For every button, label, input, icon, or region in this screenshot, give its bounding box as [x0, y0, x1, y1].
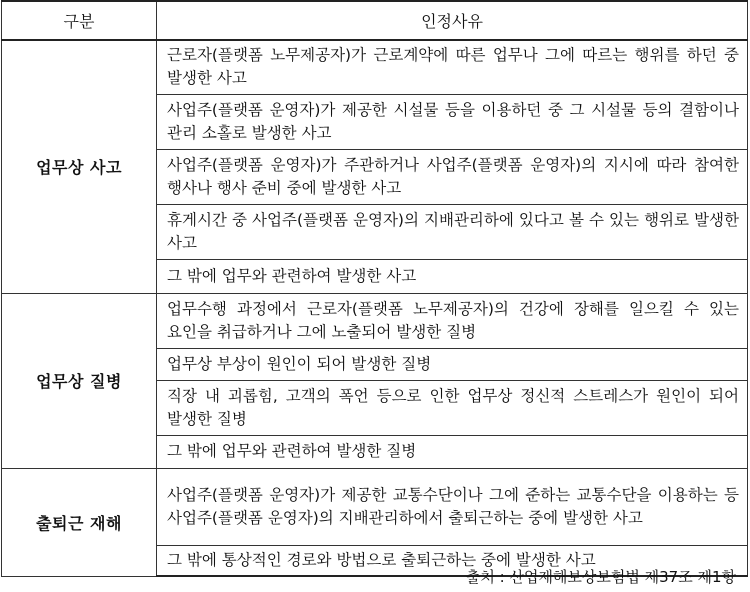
recognition-criteria-table: [1, 0, 748, 577]
reason-cell: 그 밖에 업무와 관련하여 발생한 사고: [157, 259, 748, 293]
reason-cell: 그 밖에 통상적인 경로와 방법으로 출퇴근하는 중에 발생한 사고: [157, 545, 748, 576]
reason-cell: 업무수행 과정에서 근로자(플랫폼 노무제공자)의 건강에 장해를 일으킬 수 있는 요인을 취급하거나 그에 노출되어 발생한 질병: [157, 293, 748, 348]
reason-cell: 업무상 부상이 원인이 되어 발생한 질병: [157, 348, 748, 380]
reason-cell: 근로자(플랫폼 노무제공자)가 근로계약에 따른 업무나 그에 따르는 행위를 하던 중 발생한 사고: [157, 40, 748, 94]
table-row: [2, 293, 748, 348]
table-row: [2, 40, 748, 94]
reason-cell: 휴게시간 중 사업주(플랫폼 운영자)의 지배관리하에 있다고 볼 수 있는 행위로 발생한 사고: [157, 204, 748, 259]
header-category: 구분: [2, 1, 157, 40]
reason-cell: 사업주(플랫폼 운영자)가 주관하거나 사업주(플랫폼 운영자)의 지시에 따라 참여한 행사나 행사 준비 중에 발생한 사고: [157, 149, 748, 204]
reason-cell: 사업주(플랫폼 운영자)가 제공한 시설물 등을 이용하던 중 그 시설물 등의 결함이나 관리 소홀로 발생한 사고: [157, 94, 748, 149]
table-header-row: [2, 1, 748, 40]
table-row: [2, 468, 748, 545]
category-occupational-accident: 업무상 사고: [2, 40, 157, 293]
reason-cell: 직장 내 괴롭힘, 고객의 폭언 등으로 인한 업무상 정신적 스트레스가 원인이 되어 발생한 질병: [157, 380, 748, 435]
reason-cell: 그 밖에 업무와 관련하여 발생한 질병: [157, 435, 748, 468]
category-occupational-disease: 업무상 질병: [2, 293, 157, 468]
reason-cell: 사업주(플랫폼 운영자)가 제공한 교통수단이나 그에 준하는 교통수단을 이용하는 등 사업주(플랫폼 운영자)의 지배관리하에서 출퇴근하는 중에 발생한 사고: [157, 468, 748, 545]
header-reason: 인정사유: [157, 1, 748, 40]
category-commuting-accident: 출퇴근 재해: [2, 468, 157, 576]
source-note: 출처 : 산업재해보상보험법 제37조 제1항: [465, 568, 736, 586]
